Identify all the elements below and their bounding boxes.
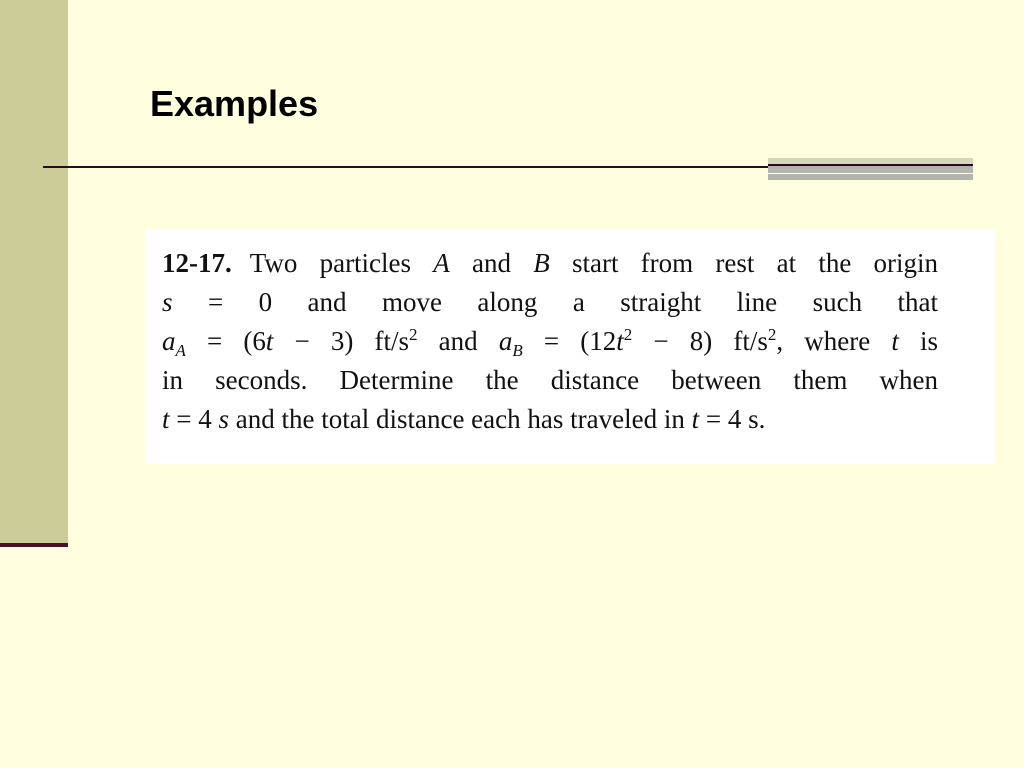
problem-line-5: t = 4 s and the total distance each has traveled in t = 4 s.	[162, 404, 766, 434]
problem-image-box	[146, 229, 995, 464]
left-sidebar-rule	[0, 543, 68, 547]
title-divider-accent	[768, 158, 973, 180]
left-sidebar-bar	[0, 0, 68, 545]
problem-line-3: $a_A = (6t - 3)$ $ft/s^2$ and $a_B = (12t^2 - 8)$ $ft/s^2$, where t is	[162, 325, 939, 360]
problem-line-4: in seconds. Determine the distance between them when	[162, 365, 938, 395]
problem-statement	[162, 244, 938, 439]
slide-title: Examples	[150, 83, 319, 124]
problem-line-1: 12-17. Two particles A and B start from rest at the origin	[162, 248, 939, 278]
problem-number: 12-17.	[162, 248, 232, 278]
problem-line-2: s = 0 and move along a straight line such that	[162, 287, 938, 317]
